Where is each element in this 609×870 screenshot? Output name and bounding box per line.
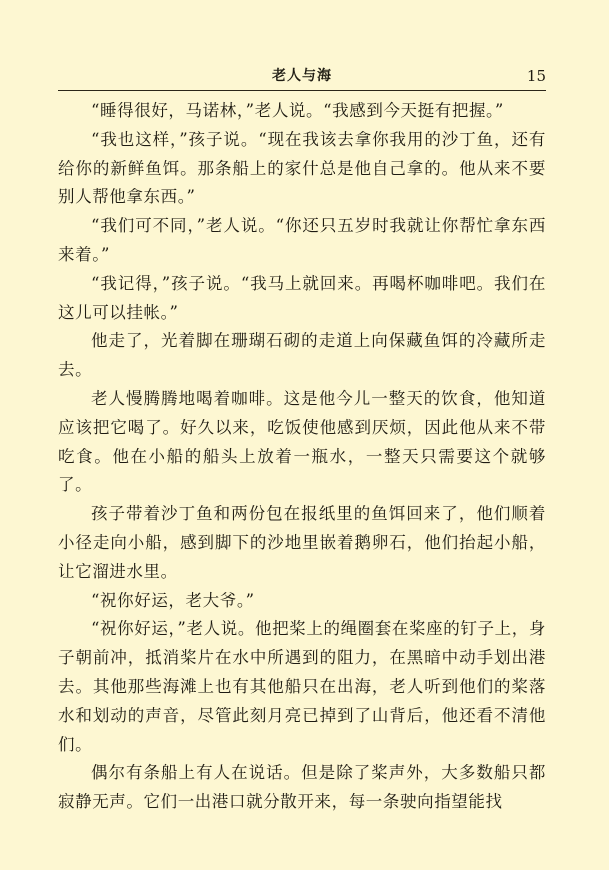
paragraph: “祝你好运，老大爷。” — [91, 590, 255, 610]
paragraph: “我们可不同，”老人说。“你还只五岁时我就让你帮忙拿东西来着。” — [58, 216, 546, 264]
book-title: 老人与海 — [272, 68, 332, 84]
paragraph: 他走了，光着脚在珊瑚石砌的走道上向保藏鱼饵的冷藏所走去。 — [58, 331, 546, 380]
paragraph: 偶尔有条船上有人在说话。但是除了桨声外，大多数船只都寂静无声。它们一出港口就分散开来，每一条驶向指望能找 — [58, 763, 546, 812]
body-text — [58, 97, 546, 817]
paragraph: “我也这样，”孩子说。“现在我该去拿你我用的沙丁鱼，还有给你的新鲜鱼饵。那条船上的家什总是他自己拿的。他从来不要别人帮他拿东西。” — [58, 129, 546, 207]
paragraph: 老人慢腾腾地喝着咖啡。这是他今儿一整天的饮食，他知道应该把它喝了。好久以来，吃饭使他感到厌烦，因此他从来不带吃食。他在小船的船头上放着一瓶水，一整天只需要这个就够了。 — [58, 388, 546, 495]
page-number: 15 — [526, 67, 546, 85]
paragraph: “祝你好运，”老人说。他把桨上的绳圈套在桨座的钉子上，身子朝前冲，抵消桨片在水中所遇到的阻力，在黑暗中动手划出港去。其他那些海滩上也有其他船只在出海，老人听到他们的桨落水和划动的声音，尽管此刻月亮已掉到了山背后，他还看不清他们。 — [58, 619, 546, 754]
paragraph: 孩子带着沙丁鱼和两份包在报纸里的鱼饵回来了，他们顺着小径走向小船，感到脚下的沙地里嵌着鹅卵石，他们抬起小船，让它溜进水里。 — [58, 504, 546, 581]
header-divider — [58, 90, 546, 91]
running-head — [58, 66, 546, 88]
paragraph: “我记得，”孩子说。“我马上就回来。再喝杯咖啡吧。我们在这儿可以挂帐。” — [58, 273, 546, 322]
paragraph: “睡得很好，马诺林，”老人说。“我感到今天挺有把握。” — [91, 101, 504, 120]
